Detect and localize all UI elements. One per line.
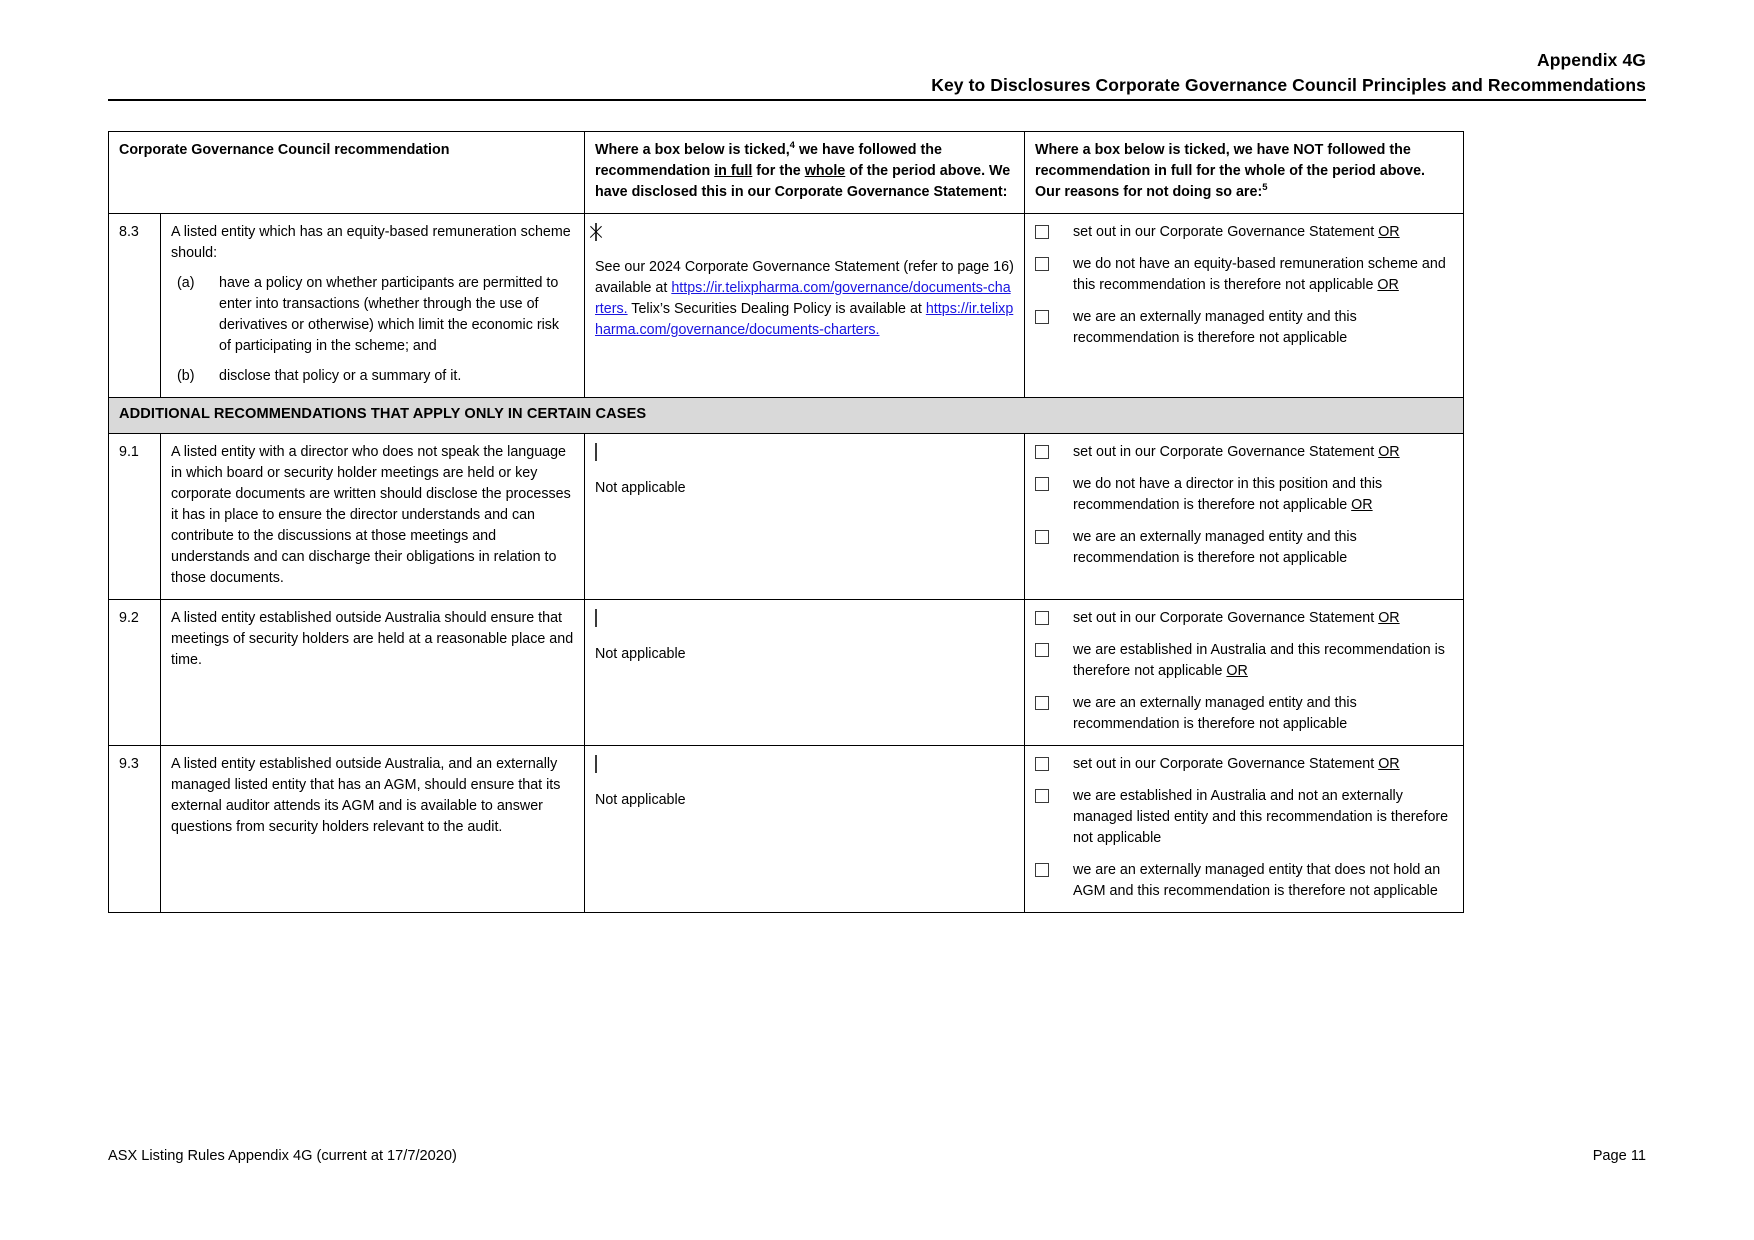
- list-item: [171, 273, 574, 357]
- row-number-cell: [109, 599, 161, 745]
- reason-label: [1049, 640, 1453, 682]
- checkbox-followed-9-1[interactable]: [595, 443, 597, 461]
- followed-note: Not applicable: [595, 645, 686, 662]
- header-divider: [108, 99, 1646, 101]
- checkbox-reason-9-1-1[interactable]: [1035, 445, 1049, 459]
- header-text-followed-3: for the: [752, 163, 805, 180]
- reason-text: we are established in Australia and this recommendation is therefore not applicable: [1073, 641, 1445, 679]
- header-text-followed-2: we have followed the recommendation: [595, 142, 942, 180]
- header-text-followed-1: Where a box below is ticked,: [595, 142, 790, 158]
- followed-note: Not applicable: [595, 791, 686, 808]
- reason-or: OR: [1378, 609, 1400, 626]
- reason-row: [1035, 474, 1453, 516]
- checkbox-reason-9-2-2[interactable]: [1035, 643, 1049, 657]
- reason-text: set out in our Corporate Governance Statement: [1073, 443, 1379, 460]
- checkbox-reason-9-3-2[interactable]: [1035, 789, 1049, 803]
- not-followed-cell: [1025, 599, 1464, 745]
- reason-label: [1049, 222, 1453, 243]
- header-label-recommendation: Corporate Governance Council recommendation: [119, 142, 450, 158]
- table-header: [109, 132, 1464, 214]
- checkbox-reason-9-1-2[interactable]: [1035, 477, 1049, 491]
- reason-text: we do not have a director in this position and this recommendation is therefore not applicable: [1073, 475, 1383, 513]
- header-title-subtitle: Key to Disclosures Corporate Governance Council Principles and Recommendations: [931, 74, 1646, 95]
- checkbox-reason-9-3-3[interactable]: [1035, 863, 1049, 877]
- sub-item-label: (a): [177, 275, 195, 292]
- followed-text-middle: Telix’s Securities Dealing Policy is available at: [627, 301, 926, 318]
- not-followed-cell: [1025, 214, 1464, 398]
- reason-row: [1035, 442, 1453, 463]
- governance-charters-link-1[interactable]: https://ir.telixpharma.com/governance/documents-charters.: [595, 280, 1011, 318]
- governance-table: [108, 131, 1464, 913]
- reason-row: [1035, 608, 1453, 629]
- table-row: [109, 433, 1464, 599]
- reason-row: [1035, 254, 1453, 296]
- recommendation-cell: [161, 745, 585, 912]
- row-number: 9.3: [119, 755, 139, 772]
- reason-text: we are an externally managed entity and this recommendation is therefore not applicable: [1073, 694, 1357, 732]
- reason-text: set out in our Corporate Governance Statement: [1073, 609, 1379, 626]
- reason-row: [1035, 693, 1453, 735]
- reason-or: OR: [1378, 755, 1400, 772]
- document-footer: [108, 1148, 1646, 1164]
- footnote-marker-5: 5: [1262, 182, 1268, 194]
- checkbox-followed-9-2[interactable]: [595, 609, 597, 627]
- reason-text: we are an externally managed entity that does not hold an AGM and this recommendation is therefore not applicable: [1073, 861, 1441, 899]
- section-banner-label: ADDITIONAL RECOMMENDATIONS THAT APPLY ONLY IN CERTAIN CASES: [119, 406, 647, 423]
- header-text-followed-4: of the period above. We have disclosed this in our Corporate Governance Statement:: [595, 163, 1011, 201]
- checkbox-reason-9-3-1[interactable]: [1035, 757, 1049, 771]
- governance-charters-link-2[interactable]: https://ir.telixpharma.com/governance/documents-charters.: [595, 301, 1014, 339]
- reason-or: OR: [1378, 443, 1400, 460]
- reason-label: [1049, 474, 1453, 516]
- reason-label: [1049, 754, 1453, 775]
- row-number-cell: [109, 214, 161, 398]
- document-header: [108, 48, 1646, 98]
- footer-left-text: ASX Listing Rules Appendix 4G (current at 17/7/2020): [108, 1148, 457, 1164]
- list-item: [171, 366, 574, 387]
- reason-text: we are established in Australia and not an externally managed listed entity and this recommendation is therefore not applicable: [1073, 787, 1449, 846]
- reason-row: [1035, 754, 1453, 775]
- recommendation-text: A listed entity established outside Australia, and an externally managed listed entity that has an AGM, should ensure that its external auditor attends its AGM and is available to answer questions from security holders relevant to the audit.: [171, 755, 561, 835]
- reason-label: [1049, 254, 1453, 296]
- not-followed-cell: [1025, 745, 1464, 912]
- table-row: [109, 745, 1464, 912]
- followed-cell: [585, 599, 1025, 745]
- table-row: [109, 599, 1464, 745]
- not-followed-cell: [1025, 433, 1464, 599]
- recommendation-text: A listed entity established outside Australia should ensure that meetings of security holders are held at a reasonable place and time.: [171, 609, 574, 668]
- checkbox-reason-9-2-3[interactable]: [1035, 696, 1049, 710]
- reason-row: [1035, 786, 1453, 849]
- reason-label: [1049, 442, 1453, 463]
- reason-label: [1049, 608, 1453, 629]
- header-cell-followed: [585, 132, 1025, 214]
- reason-row: [1035, 527, 1453, 569]
- reason-label: [1049, 527, 1453, 569]
- checkbox-reason-9-1-3[interactable]: [1035, 530, 1049, 544]
- reason-text: set out in our Corporate Governance Statement: [1073, 755, 1379, 772]
- row-number: 9.2: [119, 609, 139, 626]
- reason-or: OR: [1351, 496, 1373, 513]
- reason-label: [1049, 307, 1453, 349]
- checkbox-reason-8-3-3[interactable]: [1035, 310, 1049, 324]
- row-number: 9.1: [119, 443, 139, 460]
- footnote-marker-4: 4: [789, 140, 795, 152]
- followed-cell: [585, 745, 1025, 912]
- reason-row: [1035, 640, 1453, 682]
- sub-item-text: have a policy on whether participants are permitted to enter into transactions (whether through the use of derivatives or otherwise) which limit the economic risk of participating in the scheme; and: [219, 275, 560, 355]
- table-body: [109, 214, 1464, 913]
- table-header-row: [109, 132, 1464, 214]
- row-number-cell: [109, 433, 161, 599]
- followed-cell: [585, 433, 1025, 599]
- followed-text-lead: See our 2024 Corporate Governance Statement (refer to page 16) available at: [595, 259, 1014, 297]
- reason-text: we are an externally managed entity and this recommendation is therefore not applicable: [1073, 528, 1357, 566]
- reason-or: OR: [1377, 277, 1399, 294]
- reason-label: [1049, 693, 1453, 735]
- section-banner-row: [109, 398, 1464, 433]
- checkbox-followed-8-3[interactable]: [595, 223, 597, 241]
- reason-or: OR: [1378, 224, 1400, 241]
- header-text-in-full: in full: [714, 163, 753, 180]
- header-cell-recommendation: [109, 132, 585, 214]
- reason-text: we do not have an equity-based remuneration scheme and this recommendation is therefore not applicable: [1073, 256, 1446, 294]
- recommendation-text: A listed entity which has an equity-based remuneration scheme should:: [171, 224, 571, 262]
- reason-row: [1035, 860, 1453, 902]
- header-text-not-followed: Where a box below is ticked, we have NOT followed the recommendation in full for the whole of the period above. Our reasons for not doing so are:: [1035, 142, 1426, 201]
- recommendation-text: A listed entity with a director who does not speak the language in which board or security holder meetings are held or key corporate documents are written should disclose the processes it has in place to ensure the director understands and can contribute to the discussions at those meetings and understands and can discharge their obligations in relation to those documents.: [171, 443, 571, 586]
- reason-row: [1035, 307, 1453, 349]
- recommendation-sublist: [171, 273, 574, 387]
- sub-item-text: disclose that policy or a summary of it.: [219, 368, 462, 385]
- checkbox-reason-8-3-1[interactable]: [1035, 225, 1049, 239]
- recommendation-cell: [161, 214, 585, 398]
- header-title-appendix: Appendix 4G: [1536, 50, 1646, 70]
- reason-or: OR: [1226, 662, 1248, 679]
- followed-note: Not applicable: [595, 479, 686, 496]
- header-text-whole: whole: [804, 163, 846, 180]
- followed-disclosure-text: [595, 257, 1014, 341]
- recommendation-cell: [161, 433, 585, 599]
- recommendation-cell: [161, 599, 585, 745]
- checkbox-reason-8-3-2[interactable]: [1035, 257, 1049, 271]
- table-row: [109, 214, 1464, 398]
- sub-item-label: (b): [177, 368, 195, 385]
- checkbox-reason-9-2-1[interactable]: [1035, 611, 1049, 625]
- section-banner-cell: [109, 398, 1464, 433]
- reason-label: [1049, 860, 1453, 902]
- row-number: 8.3: [119, 224, 139, 241]
- checkbox-followed-9-3[interactable]: [595, 755, 597, 773]
- footer-page-number: Page 11: [1592, 1148, 1646, 1164]
- reason-label: [1049, 786, 1453, 849]
- reason-text: we are an externally managed entity and this recommendation is therefore not applicable: [1073, 309, 1357, 347]
- reason-text: set out in our Corporate Governance Statement: [1073, 224, 1379, 241]
- followed-cell: [585, 214, 1025, 398]
- header-cell-not-followed: [1025, 132, 1464, 214]
- reason-row: [1035, 222, 1453, 243]
- row-number-cell: [109, 745, 161, 912]
